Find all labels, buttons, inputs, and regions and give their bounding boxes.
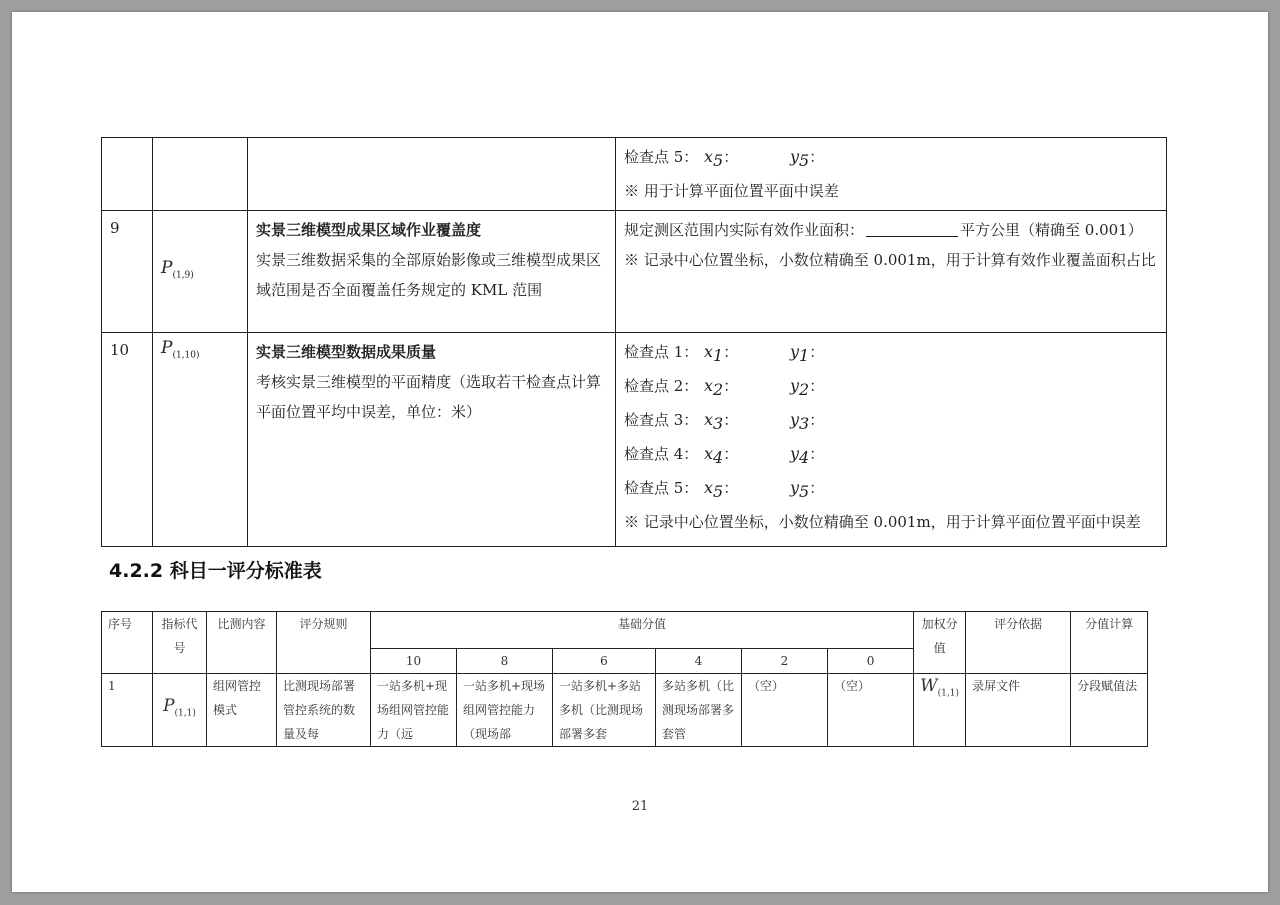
code-cell (153, 333, 248, 547)
row-v10: 一站多机+现场组网管控能力（远 (371, 674, 457, 747)
code-cell (153, 138, 248, 211)
page-number: 21 (631, 799, 649, 814)
note-text: ※ 记录中心位置坐标，小数位精确至 0.001m，用于计算有效作业覆盖面积占比 (624, 251, 1156, 269)
area-blank (866, 220, 958, 237)
header-code: 指标代号 (153, 612, 207, 674)
description-cell (248, 333, 616, 547)
note-text: ※ 用于计算平面位置平面中误差 (624, 182, 839, 200)
section-heading: 4.2.2 科目一评分标准表 (109, 560, 322, 582)
row-content: 组网管控模式 (207, 674, 277, 747)
table-row (102, 674, 1148, 747)
base-value-2: 2 (742, 649, 828, 674)
weight-code: $W_{(1,1)}$ (920, 676, 959, 699)
record-cell (616, 211, 1167, 333)
description-cell (248, 211, 616, 333)
document-page (12, 12, 1268, 892)
checkpoint-row: 检查点 3： $x_3$： $y_3$： (624, 410, 825, 433)
base-value-6: 6 (553, 649, 656, 674)
row-code (153, 674, 207, 747)
record-cell (616, 138, 1167, 211)
row-v4: 多站多机（比测现场部署多套管 (656, 674, 742, 747)
header-basis: 评分依据 (966, 612, 1071, 674)
code-cell (153, 211, 248, 333)
base-value-10: 10 (371, 649, 457, 674)
table-row (102, 211, 1167, 333)
seq-cell: 9 (102, 211, 153, 333)
table-row (102, 138, 1167, 211)
note-text: ※ 记录中心位置坐标，小数位精确至 0.001m，用于计算平面位置平面中误差 (624, 513, 1141, 531)
base-value-0: 0 (828, 649, 914, 674)
indicator-code: $P_{(1,1)}$ (163, 696, 196, 719)
seq-cell (102, 138, 153, 211)
row-v2: （空） (742, 674, 828, 747)
area-field: 规定测区范围内实际有效作业面积： 平方公里（精确至 0.001） (624, 221, 1143, 239)
row-v8: 一站多机+现场组网管控能力（现场部 (457, 674, 553, 747)
header-weight: 加权分值 (914, 612, 966, 674)
indicator-code: $P_{(1,9)}$ (161, 257, 194, 281)
row-calc: 分段赋值法 (1071, 674, 1148, 747)
item-description: 考核实景三维模型的平面精度（选取若干检查点计算平面位置平均中误差，单位：米） (256, 373, 602, 421)
description-cell (248, 138, 616, 211)
criteria-table (101, 137, 1167, 547)
row-v0: （空） (828, 674, 914, 747)
base-value-4: 4 (656, 649, 742, 674)
seq-cell: 10 (102, 333, 153, 547)
row-seq: 1 (102, 674, 153, 747)
item-title: 实景三维模型数据成果质量 (256, 343, 437, 361)
indicator-code: $P_{(1,10)}$ (161, 338, 200, 361)
checkpoint-row: 检查点 1： $x_1$： $y_1$： (624, 342, 825, 365)
table-header-row (102, 612, 1148, 649)
checkpoint-row: 检查点 5： $x_5$： $y_5$： (624, 478, 825, 501)
header-seq: 序号 (102, 612, 153, 674)
checkpoint-row: 检查点 5： $x_5$： $y_5$： (624, 147, 825, 170)
item-title: 实景三维模型成果区域作业覆盖度 (256, 221, 482, 239)
row-v6: 一站多机+多站多机（比测现场部署多套 (553, 674, 656, 747)
base-value-8: 8 (457, 649, 553, 674)
row-basis: 录屏文件 (966, 674, 1071, 747)
table-row (102, 333, 1167, 547)
item-description: 实景三维数据采集的全部原始影像或三维模型成果区域范围是否全面覆盖任务规定的 KML 范围 (256, 251, 602, 299)
header-content: 比测内容 (207, 612, 277, 674)
checkpoint-row: 检查点 4： $x_4$： $y_4$： (624, 444, 825, 467)
checkpoint-row: 检查点 2： $x_2$： $y_2$： (624, 376, 825, 399)
record-cell (616, 333, 1167, 547)
scoring-table (101, 611, 1148, 747)
row-rule: 比测现场部署管控系统的数量及每 (277, 674, 371, 747)
header-calc: 分值计算 (1071, 612, 1148, 674)
header-rule: 评分规则 (277, 612, 371, 674)
row-weight (914, 674, 966, 747)
header-base-score: 基础分值 (371, 612, 914, 649)
